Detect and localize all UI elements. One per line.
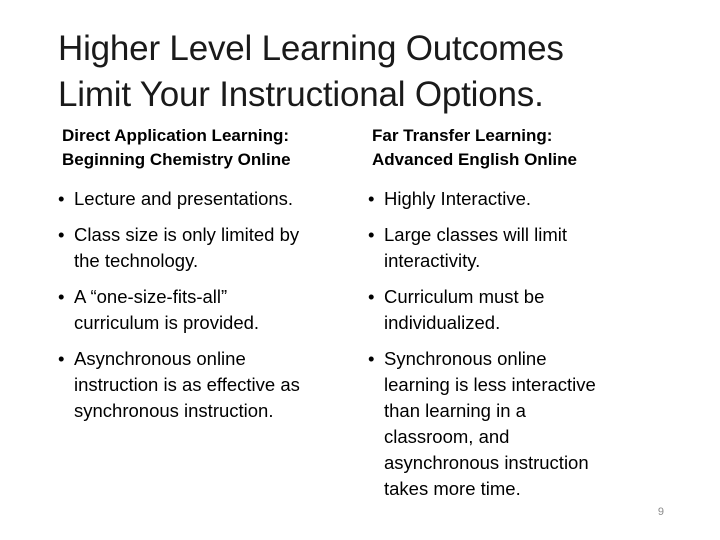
bullet-icon: •	[58, 188, 65, 209]
heading-line: Beginning Chemistry Online	[62, 150, 291, 169]
list-item	[58, 346, 358, 424]
bullet-line: synchronous instruction.	[74, 400, 274, 421]
bullet-line: A “one-size-fits-all”	[74, 286, 228, 307]
bullet-text	[74, 284, 358, 336]
slide-title	[58, 26, 698, 118]
right-column	[368, 124, 668, 512]
list-item	[58, 284, 358, 336]
bullet-text	[74, 346, 358, 424]
bullet-icon: •	[58, 348, 65, 369]
heading-line: Far Transfer Learning:	[372, 126, 553, 145]
bullet-icon: •	[368, 224, 375, 245]
bullet-line: takes more time.	[384, 478, 521, 499]
bullet-line: Lecture and presentations.	[74, 188, 294, 209]
heading-line: Advanced English Online	[372, 150, 577, 169]
bullet-line: individualized.	[384, 312, 501, 333]
list-item	[58, 186, 358, 212]
bullet-icon: •	[368, 348, 375, 369]
left-column-heading	[62, 124, 358, 172]
bullet-text	[74, 222, 358, 274]
bullet-line: than learning in a	[384, 400, 526, 421]
list-item	[368, 186, 668, 212]
title-line: Limit Your Instructional Options.	[58, 75, 544, 114]
title-line: Higher Level Learning Outcomes	[58, 29, 564, 68]
bullet-line: instruction is as effective as	[74, 374, 300, 395]
bullet-line: classroom, and	[384, 426, 510, 447]
left-bullet-list	[58, 186, 358, 424]
bullet-line: Class size is only limited by	[74, 224, 300, 245]
bullet-line: Curriculum must be	[384, 286, 545, 307]
bullet-line: asynchronous instruction	[384, 452, 589, 473]
bullet-text	[384, 346, 668, 502]
list-item	[368, 222, 668, 274]
bullet-line: Large classes will limit	[384, 224, 567, 245]
bullet-line: learning is less interactive	[384, 374, 596, 395]
heading-line: Direct Application Learning:	[62, 126, 290, 145]
bullet-line: the technology.	[74, 250, 199, 271]
bullet-text	[384, 222, 668, 274]
bullet-icon: •	[58, 224, 65, 245]
list-item	[368, 346, 668, 502]
bullet-text	[74, 186, 358, 212]
bullet-line: curriculum is provided.	[74, 312, 260, 333]
bullet-text	[384, 186, 668, 212]
list-item	[58, 222, 358, 274]
right-bullet-list	[368, 186, 668, 502]
right-column-heading	[372, 124, 668, 172]
bullet-text	[384, 284, 668, 336]
left-column	[58, 124, 358, 434]
bullet-line: Highly Interactive.	[384, 188, 532, 209]
bullet-line: Synchronous online	[384, 348, 547, 369]
list-item	[368, 284, 668, 336]
bullet-line: Asynchronous online	[74, 348, 246, 369]
bullet-icon: •	[368, 286, 375, 307]
page-number: 9	[657, 506, 664, 518]
bullet-icon: •	[368, 188, 375, 209]
bullet-line: interactivity.	[384, 250, 481, 271]
bullet-icon: •	[58, 286, 65, 307]
